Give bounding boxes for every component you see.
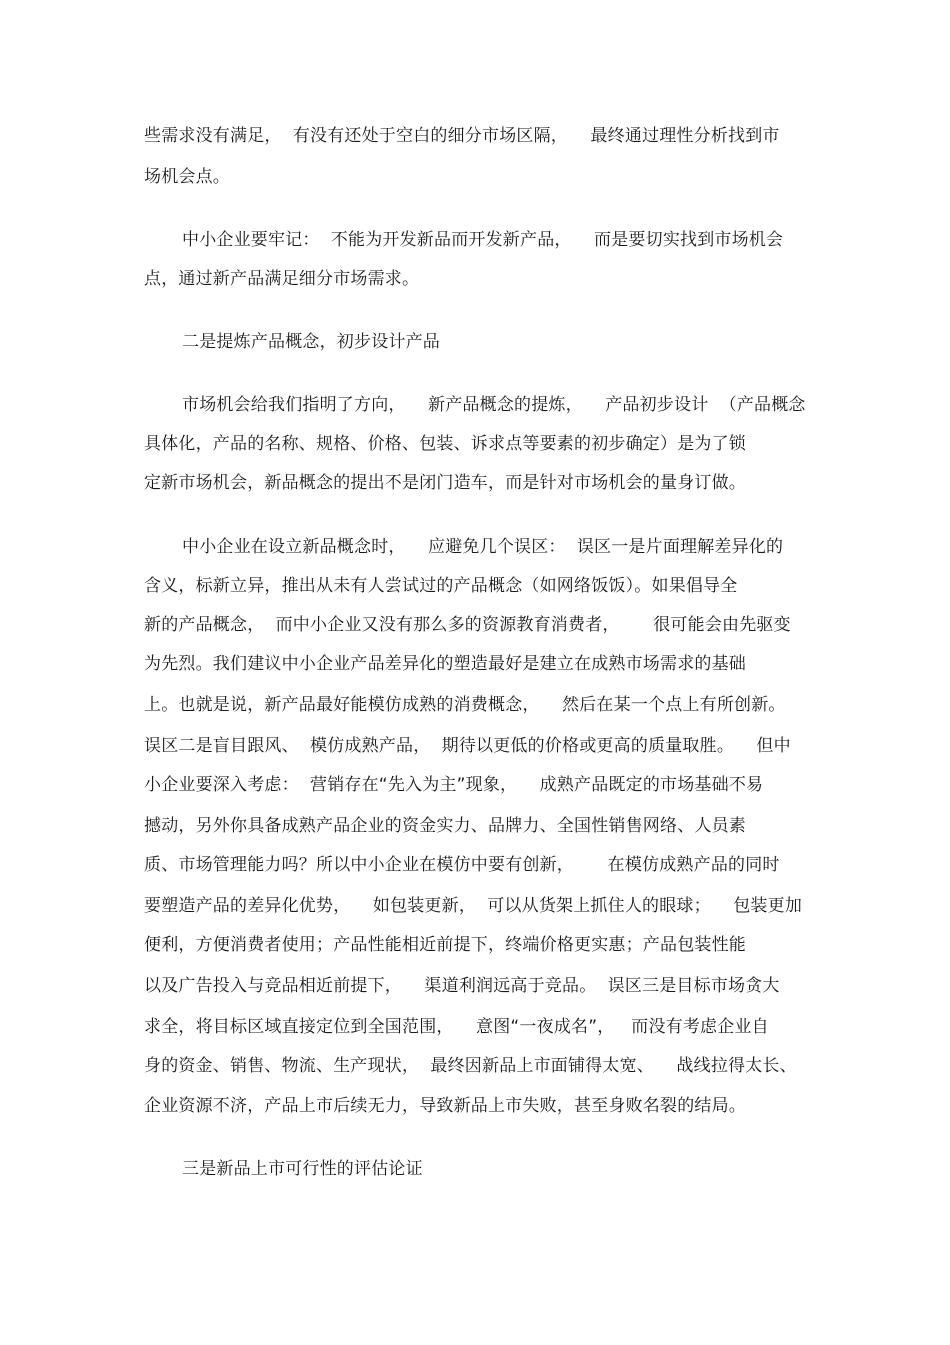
text-line: 以及广告投入与竞品相近前提下， 渠道利润远高于竞品。 误区三是目标市场贪大: [144, 976, 780, 996]
text-line: 场机会点。: [144, 167, 230, 187]
text-line: 上。也就是说，新产品最好能模仿成熟的消费概念， 然后在某一个点上有所创新。: [144, 695, 786, 715]
section-heading: 二是提炼产品概念，初步设计产品: [182, 332, 440, 352]
text-line: 定新市场机会，新品概念的提出不是闭门造车，而是针对市场机会的量身订做。: [144, 473, 746, 493]
text-line: 便利，方便消费者使用；产品性能相近前提下，终端价格更实惠；产品包装性能: [144, 935, 746, 955]
text-line: 误区二是盲目跟风、 模仿成熟产品， 期待以更低的价格或更高的质量取胜。 但中: [144, 736, 791, 756]
text-line: 点，通过新产品满足细分市场需求。: [144, 269, 420, 289]
text-line: 身的资金、销售、物流、生产现状， 最终因新品上市面铺得太宽、 战线拉得太长、: [144, 1056, 797, 1076]
text-line: 具体化，产品的名称、规格、价格、包装、诉求点等要素的初步确定）是为了锁: [144, 434, 746, 454]
text-line: 为先烈。我们建议中小企业产品差异化的塑造最好是建立在成熟市场需求的基础: [144, 654, 746, 674]
text-line: 要塑造产品的差异化优势， 如包装更新， 可以从货架上抓住人的眼球； 包装更加: [144, 896, 803, 916]
section-heading: 三是新品上市可行性的评估论证: [182, 1159, 423, 1179]
text-line: 些需求没有满足， 有没有还处于空白的细分市场区隔， 最终通过理性分析找到市: [144, 126, 780, 146]
text-line: 质、市场管理能力吗？所以中小企业在模仿中要有创新， 在模仿成熟产品的同时: [144, 855, 780, 875]
text-line: 求全，将目标区域直接定位到全国范围， 意图“一夜成名”， 而没有考虑企业自: [144, 1017, 769, 1037]
text-line: 市场机会给我们指明了方向， 新产品概念的提炼， 产品初步设计 （产品概念: [182, 395, 806, 415]
text-line: 新的产品概念， 而中小企业又没有那么多的资源教育消费者， 很可能会由先驱变: [144, 615, 791, 635]
text-line: 企业资源不济，产品上市后续无力，导致新品上市失败，甚至身败名裂的结局。: [144, 1096, 746, 1116]
text-line: 撼动，另外你具备成熟产品企业的资金实力、品牌力、全国性销售网络、人员素: [144, 816, 746, 836]
text-line: 小企业要深入考虑： 营销存在“先入为主”现象， 成熟产品既定的市场基础不易: [144, 775, 764, 795]
text-line: 中小企业要牢记： 不能为开发新品而开发新产品， 而是要切实找到市场机会: [182, 230, 784, 250]
text-line: 含义，标新立异，推出从未有人尝试过的产品概念（如网络饭饭）。如果倡导全: [144, 576, 738, 596]
text-line: 中小企业在设立新品概念时， 应避免几个误区： 误区一是片面理解差异化的: [182, 537, 784, 557]
